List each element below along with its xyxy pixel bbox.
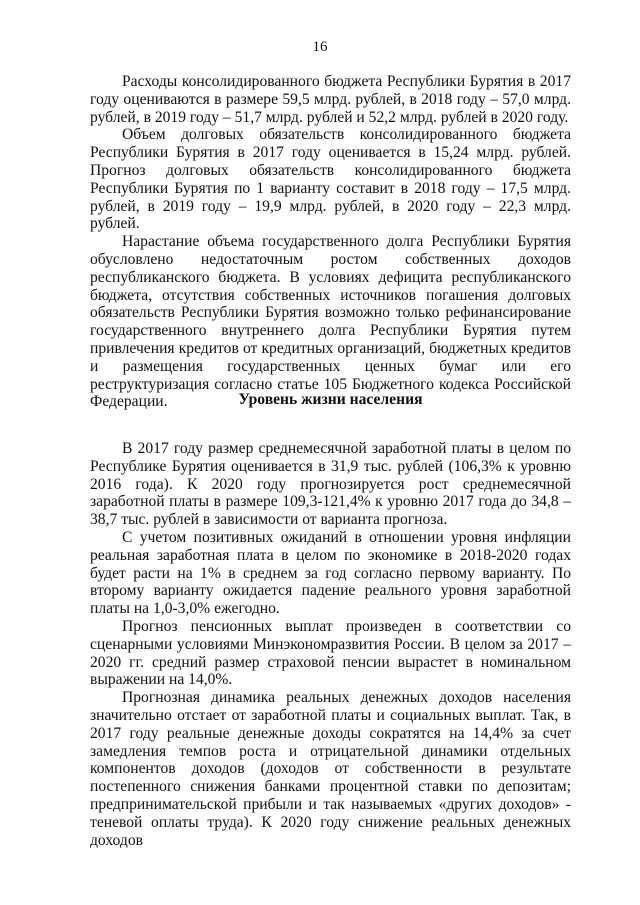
paragraph-expenditures: Расходы консолидированного бюджета Республики Бурятия в 2017 году оцениваются в размере 59,5 млрд. рублей, в 2018 году – 57,0 млрд. рублей, в 2019 году – 51,7 млрд. рублей и 52,2 млрд. рублей в 2020 году. — [90, 73, 571, 126]
page-number: 16 — [312, 39, 328, 55]
paragraph-public-debt-growth: Нарастание объема государственного долга Республики Бурятия обусловлено недостаточным ростом собственных доходов республиканского бюджета. В условиях дефицита республиканского бюджета, отсутствия собственных источников погашения долговых обязательств Республики Бурятия возможно только рефинансирование государственного внутреннего долга Республики Бурятия путем привлечения кредитов от кредитных организаций, бюджетных кредитов и размещения государственных ценных бумаг или его реструктуризация согласно статье 105 Бюджетного кодекса Российской Федерации. — [90, 233, 571, 411]
paragraph-debt-obligations: Объем долговых обязательств консолидированного бюджета Республики Бурятия в 2017 году оценивается в 15,24 млрд. рублей. Прогноз долговых обязательств консолидированного бюджета Республики Бурятия по 1 варианту составит в 2018 году – 17,5 млрд. рублей, в 2019 году – 19,9 млрд. рублей, в 2020 году – 22,3 млрд. рублей. — [90, 126, 571, 233]
paragraph-real-wage: С учетом позитивных ожиданий в отношении уровня инфляции реальная заработная плата в целом по экономике в 2018-2020 годах будет расти на 1% в среднем за год согласно первому варианту. По второму варианту ожидается падение реального уровня заработной платы на 1,0-3,0% ежегодно. — [90, 528, 571, 618]
paragraph-pensions: Прогноз пенсионных выплат произведен в соответствии со сценарными условиями Минэкономразвития России. В целом за 2017 – 2020 гг. средний размер страховой пенсии вырастет в номинальном выражении на 14,0%. — [90, 617, 571, 689]
paragraph-real-income: Прогнозная динамика реальных денежных доходов населения значительно отстает от заработной платы и социальных выплат. Так, в 2017 году реальные денежные доходы сократятся на 14,4% за счет замедления темпов роста и отрицательной динамики отдельных компонентов доходов (доходов от собственности в результате постепенного снижения банками процентной ставки по депозитам; предпринимательской прибыли и так называемых «других доходов» - теневой оплаты труда). К 2020 году снижение реальных денежных доходов — [90, 689, 571, 849]
budget-section-text — [90, 73, 571, 411]
living-standards-section-text — [90, 440, 571, 849]
paragraph-average-wage: В 2017 году размер среднемесячной заработной платы в целом по Республике Бурятия оценивается в 31,9 тыс. рублей (106,3% к уровню 2016 года). К 2020 году прогнозируется рост среднемесячной заработной платы в размере 109,3-121,4% к уровню 2017 года до 34,8 – 38,7 тыс. рублей в зависимости от варианта прогноза. — [90, 440, 571, 529]
section-heading: Уровень жизни населения — [238, 391, 423, 408]
